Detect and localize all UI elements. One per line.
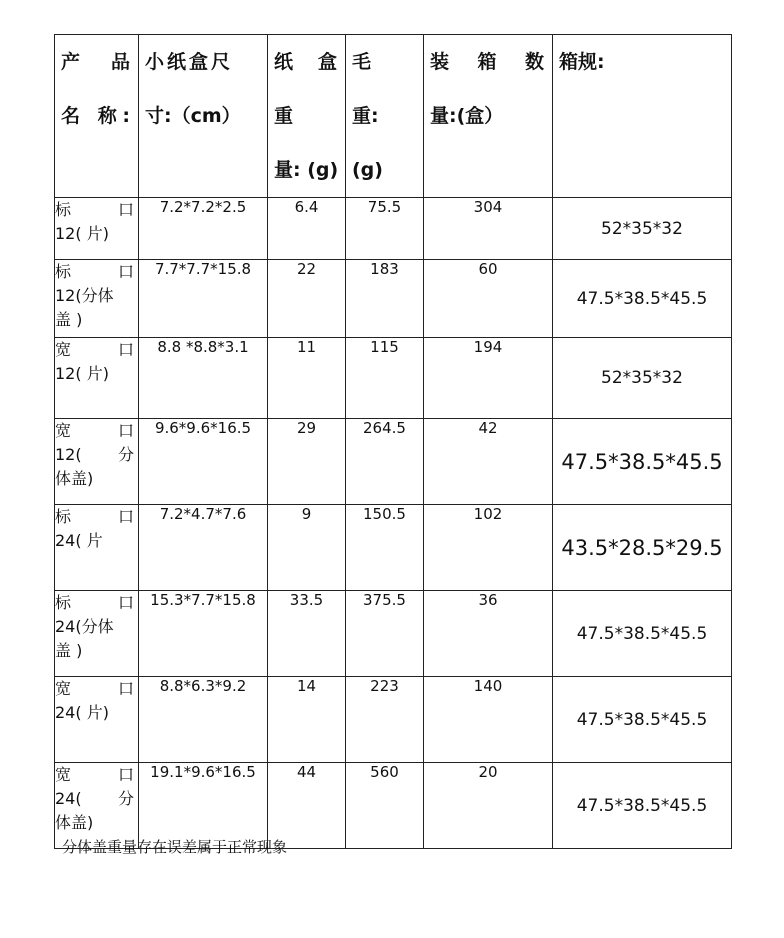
header-product-name	[55, 35, 139, 198]
product-name-line: 12(分体	[55, 286, 114, 305]
table-row	[55, 591, 732, 677]
product-name-cell	[55, 338, 139, 419]
product-name-cell	[55, 419, 139, 505]
gross-weight-cell: 75.5	[346, 198, 424, 260]
box-weight-cell: 44	[268, 763, 346, 849]
header-text: 寸:（cm）	[145, 105, 241, 127]
carton-spec-cell: 52*35*32	[553, 198, 732, 260]
product-name-line: 24( 片	[55, 531, 103, 550]
table-row	[55, 198, 732, 260]
box-size-cell: 8.8 *8.8*3.1	[139, 338, 268, 419]
gross-weight-cell: 115	[346, 338, 424, 419]
pack-qty-cell: 304	[424, 198, 553, 260]
product-name-line: 标 口	[55, 200, 134, 219]
header-gross-weight	[346, 35, 424, 198]
header-text: 重:	[352, 105, 379, 127]
product-name-line: 12( 分	[55, 445, 134, 464]
product-name-line: 标 口	[55, 593, 134, 612]
pack-qty-cell: 36	[424, 591, 553, 677]
product-name-line: 标 口	[55, 507, 134, 526]
header-carton-spec	[553, 35, 732, 198]
table-row	[55, 260, 732, 338]
product-name-cell	[55, 591, 139, 677]
box-weight-cell: 22	[268, 260, 346, 338]
header-text: (g)	[352, 159, 383, 181]
product-name-line: 24( 片)	[55, 703, 109, 722]
box-size-cell: 7.7*7.7*15.8	[139, 260, 268, 338]
header-text: 量: (g)	[274, 159, 339, 181]
header-text: 名 称:	[61, 105, 130, 127]
box-weight-cell: 9	[268, 505, 346, 591]
box-weight-cell: 14	[268, 677, 346, 763]
box-size-cell: 7.2*7.2*2.5	[139, 198, 268, 260]
product-name-line: 宽 口	[55, 340, 134, 359]
gross-weight-cell: 560	[346, 763, 424, 849]
gross-weight-cell: 150.5	[346, 505, 424, 591]
box-size-cell: 15.3*7.7*15.8	[139, 591, 268, 677]
product-name-line: 宽 口	[55, 421, 134, 440]
box-weight-cell: 11	[268, 338, 346, 419]
gross-weight-cell: 375.5	[346, 591, 424, 677]
pack-qty-cell: 102	[424, 505, 553, 591]
box-size-cell: 8.8*6.3*9.2	[139, 677, 268, 763]
carton-spec-cell: 43.5*28.5*29.5	[553, 505, 732, 591]
gross-weight-cell: 183	[346, 260, 424, 338]
box-weight-cell: 6.4	[268, 198, 346, 260]
header-box-weight	[268, 35, 346, 198]
pack-qty-cell: 194	[424, 338, 553, 419]
header-row	[55, 35, 732, 198]
box-size-cell: 9.6*9.6*16.5	[139, 419, 268, 505]
header-text: 产 品	[61, 51, 130, 73]
header-text: 小纸盒尺	[145, 51, 234, 73]
carton-spec-cell: 52*35*32	[553, 338, 732, 419]
carton-spec-cell: 47.5*38.5*45.5	[553, 591, 732, 677]
gross-weight-cell: 264.5	[346, 419, 424, 505]
box-weight-cell: 29	[268, 419, 346, 505]
product-name-line: 标 口	[55, 262, 134, 281]
box-size-cell: 7.2*4.7*7.6	[139, 505, 268, 591]
header-pack-qty	[424, 35, 553, 198]
product-name-line: 24(分体	[55, 617, 114, 636]
product-name-cell	[55, 198, 139, 260]
packaging-spec-table	[54, 34, 732, 849]
product-name-line: 盖 )	[55, 641, 83, 660]
table-row	[55, 677, 732, 763]
product-name-cell	[55, 260, 139, 338]
header-text: 装 箱 数	[430, 51, 544, 73]
gross-weight-cell: 223	[346, 677, 424, 763]
header-text: 重	[274, 105, 294, 127]
carton-spec-cell: 47.5*38.5*45.5	[553, 763, 732, 849]
product-name-line: 盖 )	[55, 310, 83, 329]
footnote: 分体盖重量存在误差属于正常现象	[62, 838, 288, 856]
box-size-cell: 19.1*9.6*16.5	[139, 763, 268, 849]
product-name-cell	[55, 505, 139, 591]
pack-qty-cell: 42	[424, 419, 553, 505]
box-weight-cell: 33.5	[268, 591, 346, 677]
product-name-line: 体盖)	[55, 469, 94, 488]
table-row	[55, 505, 732, 591]
product-name-cell	[55, 677, 139, 763]
header-text: 纸 盒	[274, 51, 337, 73]
header-text: 毛	[352, 51, 372, 73]
product-name-line: 宽 口	[55, 765, 134, 784]
pack-qty-cell: 140	[424, 677, 553, 763]
pack-qty-cell: 60	[424, 260, 553, 338]
carton-spec-cell: 47.5*38.5*45.5	[553, 419, 732, 505]
pack-qty-cell: 20	[424, 763, 553, 849]
product-name-line: 12( 片)	[55, 224, 109, 243]
header-text: 量:(盒）	[430, 105, 504, 127]
product-name-line: 宽 口	[55, 679, 134, 698]
header-box-size	[139, 35, 268, 198]
product-name-line: 12( 片)	[55, 364, 109, 383]
carton-spec-cell: 47.5*38.5*45.5	[553, 260, 732, 338]
table-row	[55, 419, 732, 505]
header-text: 箱规:	[559, 51, 605, 73]
carton-spec-cell: 47.5*38.5*45.5	[553, 677, 732, 763]
table-row	[55, 338, 732, 419]
product-name-line: 24( 分	[55, 789, 134, 808]
product-name-line: 体盖)	[55, 813, 94, 832]
